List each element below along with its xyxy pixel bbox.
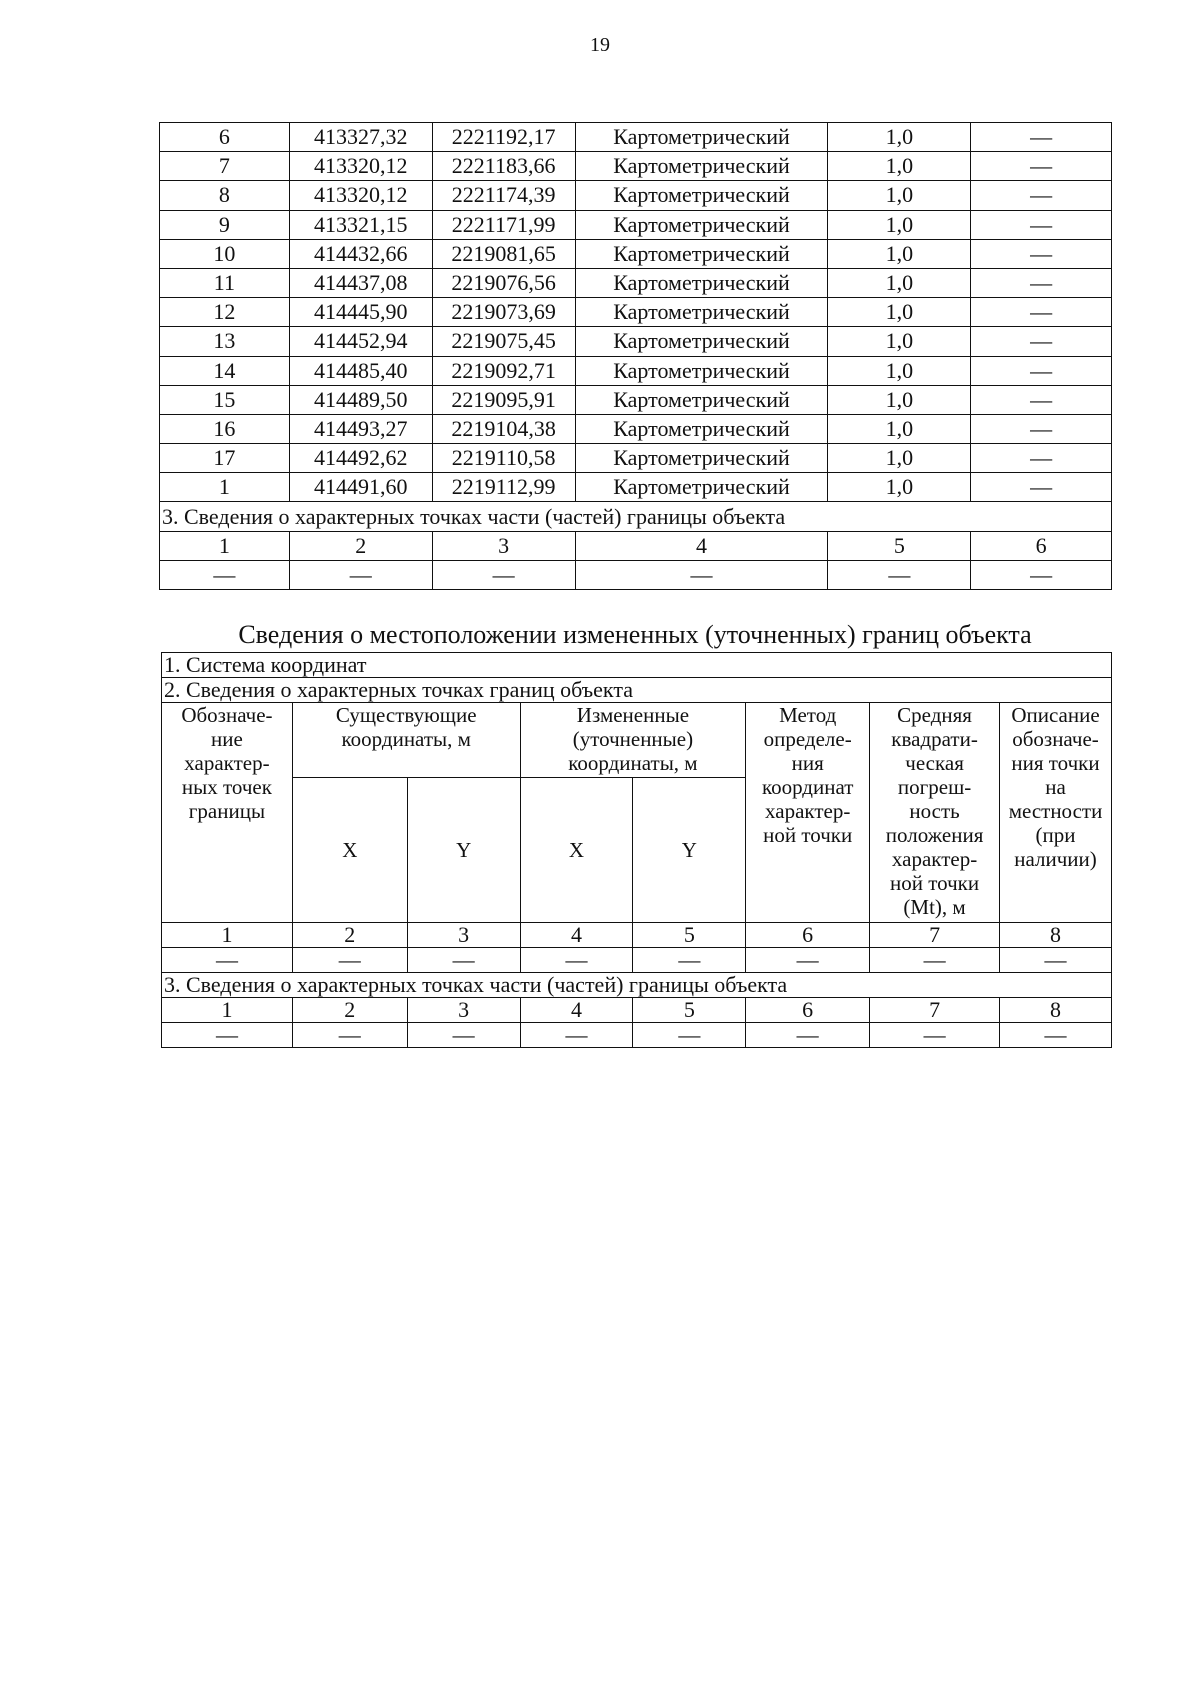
column-number-cell: 8 xyxy=(1000,923,1112,948)
x-coordinate-cell: 414485,40 xyxy=(289,356,432,385)
dash-cell: — xyxy=(407,948,520,973)
column-number-cell: 3 xyxy=(407,998,520,1023)
table-row xyxy=(160,268,1112,297)
dash-cell: — xyxy=(828,560,971,589)
error-cell: 1,0 xyxy=(828,123,971,152)
method-cell: Картометрический xyxy=(575,210,828,239)
table1-body xyxy=(160,123,1112,590)
error-cell: 1,0 xyxy=(828,268,971,297)
method-cell: Картометрический xyxy=(575,181,828,210)
header-changed-coordinates xyxy=(520,703,746,778)
y-coordinate-cell: 2219104,38 xyxy=(432,414,575,443)
dash-cell: — xyxy=(520,1023,633,1048)
table-row xyxy=(160,123,1112,152)
column-number-cell: 4 xyxy=(575,531,828,560)
x-coordinate-cell: 414445,90 xyxy=(289,298,432,327)
description-cell: — xyxy=(971,444,1112,473)
header-designation-text: Обозначе- ние характер- ных точек границы xyxy=(181,703,273,823)
column-numbers-row xyxy=(162,923,1112,948)
method-cell: Картометрический xyxy=(575,123,828,152)
header-description xyxy=(1000,703,1112,923)
method-cell: Картометрический xyxy=(575,298,828,327)
part-column-numbers-row xyxy=(162,998,1112,1023)
column-number-cell: 8 xyxy=(1000,998,1112,1023)
point-number-cell: 15 xyxy=(160,385,290,414)
point-number-cell: 13 xyxy=(160,327,290,356)
error-cell: 1,0 xyxy=(828,356,971,385)
empty-data-row xyxy=(162,948,1112,973)
y-coordinate-cell: 2219092,71 xyxy=(432,356,575,385)
table-row xyxy=(160,473,1112,502)
table-row xyxy=(160,414,1112,443)
changed-boundaries-table xyxy=(161,652,1112,1048)
method-cell: Картометрический xyxy=(575,385,828,414)
y-coordinate-cell: 2219112,99 xyxy=(432,473,575,502)
page-number: 19 xyxy=(590,34,610,56)
table-row xyxy=(160,181,1112,210)
column-number-cell: 6 xyxy=(746,998,870,1023)
table-row xyxy=(160,152,1112,181)
description-cell: — xyxy=(971,414,1112,443)
y-coordinate-cell: 2221192,17 xyxy=(432,123,575,152)
dash-cell: — xyxy=(575,560,828,589)
x-coordinate-cell: 414437,08 xyxy=(289,268,432,297)
error-cell: 1,0 xyxy=(828,473,971,502)
description-cell: — xyxy=(971,327,1112,356)
column-number-cell: 7 xyxy=(870,923,1000,948)
header-description-text: Описание обозначе- ния точки на местности (при наличии) xyxy=(1008,703,1103,871)
description-cell: — xyxy=(971,473,1112,502)
error-cell: 1,0 xyxy=(828,444,971,473)
y-coordinate-cell: 2219110,58 xyxy=(432,444,575,473)
header-method xyxy=(746,703,870,923)
section-title: Сведения о местоположении измененных (уточненных) границ объекта xyxy=(238,620,1032,649)
dash-cell: — xyxy=(1000,1023,1112,1048)
header-changed-y: Y xyxy=(633,778,746,923)
error-cell: 1,0 xyxy=(828,298,971,327)
point-number-cell: 14 xyxy=(160,356,290,385)
dash-cell: — xyxy=(162,948,293,973)
point-number-cell: 8 xyxy=(160,181,290,210)
table-row xyxy=(160,298,1112,327)
error-cell: 1,0 xyxy=(828,152,971,181)
description-cell: — xyxy=(971,210,1112,239)
column-number-cell: 2 xyxy=(292,923,407,948)
column-number-cell: 6 xyxy=(746,923,870,948)
x-coordinate-cell: 413321,15 xyxy=(289,210,432,239)
point-number-cell: 10 xyxy=(160,239,290,268)
description-cell: — xyxy=(971,123,1112,152)
point-number-cell: 16 xyxy=(160,414,290,443)
header-existing-x: X xyxy=(292,778,407,923)
dash-cell: — xyxy=(633,1023,746,1048)
y-coordinate-cell: 2221183,66 xyxy=(432,152,575,181)
x-coordinate-cell: 414492,62 xyxy=(289,444,432,473)
dash-cell: — xyxy=(870,1023,1000,1048)
method-cell: Картометрический xyxy=(575,473,828,502)
y-coordinate-cell: 2219095,91 xyxy=(432,385,575,414)
dash-cell: — xyxy=(292,1023,407,1048)
method-cell: Картометрический xyxy=(575,239,828,268)
table-row xyxy=(160,327,1112,356)
description-cell: — xyxy=(971,152,1112,181)
dash-cell: — xyxy=(971,560,1112,589)
column-number-cell: 5 xyxy=(633,998,746,1023)
column-number-cell: 1 xyxy=(162,923,293,948)
column-number-cell: 4 xyxy=(520,998,633,1023)
column-number-cell: 1 xyxy=(160,531,290,560)
y-coordinate-cell: 2219073,69 xyxy=(432,298,575,327)
table-row xyxy=(160,210,1112,239)
part-boundary-points-row: 3. Сведения о характерных точках части (частей) границы объекта xyxy=(162,973,1112,998)
method-cell: Картометрический xyxy=(575,444,828,473)
coordinate-system-row: 1. Система координат xyxy=(162,653,1112,678)
x-coordinate-cell: 414452,94 xyxy=(289,327,432,356)
method-cell: Картометрический xyxy=(575,414,828,443)
header-designation xyxy=(162,703,293,923)
y-coordinate-cell: 2221174,39 xyxy=(432,181,575,210)
column-number-cell: 3 xyxy=(407,923,520,948)
dash-cell: — xyxy=(520,948,633,973)
x-coordinate-cell: 414432,66 xyxy=(289,239,432,268)
column-number-cell: 2 xyxy=(289,531,432,560)
point-number-cell: 7 xyxy=(160,152,290,181)
point-number-cell: 1 xyxy=(160,473,290,502)
description-cell: — xyxy=(971,181,1112,210)
y-coordinate-cell: 2219076,56 xyxy=(432,268,575,297)
column-number-cell: 6 xyxy=(971,531,1112,560)
column-number-cell: 5 xyxy=(828,531,971,560)
table-row xyxy=(160,239,1112,268)
column-number-cell: 5 xyxy=(633,923,746,948)
description-cell: — xyxy=(971,268,1112,297)
column-number-cell: 2 xyxy=(292,998,407,1023)
header-method-text: Метод определе- ния координат характер- ной точки xyxy=(761,703,854,847)
method-cell: Картометрический xyxy=(575,356,828,385)
table-row xyxy=(160,444,1112,473)
dash-cell: — xyxy=(432,560,575,589)
dash-cell: — xyxy=(746,1023,870,1048)
column-number-cell: 1 xyxy=(162,998,293,1023)
x-coordinate-cell: 414489,50 xyxy=(289,385,432,414)
error-cell: 1,0 xyxy=(828,385,971,414)
section3-numbers-row xyxy=(160,531,1112,560)
x-coordinate-cell: 413327,32 xyxy=(289,123,432,152)
header-changed-text: Измененные (уточненные) координаты, м xyxy=(568,703,698,775)
description-cell: — xyxy=(971,356,1112,385)
header-changed-x: X xyxy=(520,778,633,923)
y-coordinate-cell: 2219075,45 xyxy=(432,327,575,356)
description-cell: — xyxy=(971,239,1112,268)
boundary-points-row: 2. Сведения о характерных точках границ объекта xyxy=(162,678,1112,703)
method-cell: Картометрический xyxy=(575,152,828,181)
error-cell: 1,0 xyxy=(828,327,971,356)
dash-cell: — xyxy=(289,560,432,589)
x-coordinate-cell: 414491,60 xyxy=(289,473,432,502)
dash-cell: — xyxy=(162,1023,293,1048)
table-row xyxy=(160,385,1112,414)
column-number-cell: 4 xyxy=(520,923,633,948)
header-existing-text: Существующие координаты, м xyxy=(335,703,477,751)
section3-row xyxy=(160,502,1112,531)
header-error-text: Средняя квадрати- ческая погреш- ность положения характер- ной точки (Mt), м xyxy=(885,703,984,919)
section3-title: 3. Сведения о характерных точках части (частей) границы объекта xyxy=(160,502,1112,531)
description-cell: — xyxy=(971,298,1112,327)
point-number-cell: 6 xyxy=(160,123,290,152)
dash-cell: — xyxy=(633,948,746,973)
header-error xyxy=(870,703,1000,923)
description-cell: — xyxy=(971,385,1112,414)
section3-dashes-row xyxy=(160,560,1112,589)
point-number-cell: 11 xyxy=(160,268,290,297)
part-empty-data-row xyxy=(162,1023,1112,1048)
point-number-cell: 17 xyxy=(160,444,290,473)
x-coordinate-cell: 414493,27 xyxy=(289,414,432,443)
header-existing-y: Y xyxy=(407,778,520,923)
error-cell: 1,0 xyxy=(828,181,971,210)
y-coordinate-cell: 2221171,99 xyxy=(432,210,575,239)
dash-cell: — xyxy=(870,948,1000,973)
header-existing-coordinates xyxy=(292,703,520,778)
method-cell: Картометрический xyxy=(575,268,828,297)
method-cell: Картометрический xyxy=(575,327,828,356)
table-row xyxy=(160,356,1112,385)
dash-cell: — xyxy=(407,1023,520,1048)
point-number-cell: 9 xyxy=(160,210,290,239)
x-coordinate-cell: 413320,12 xyxy=(289,181,432,210)
dash-cell: — xyxy=(746,948,870,973)
error-cell: 1,0 xyxy=(828,239,971,268)
x-coordinate-cell: 413320,12 xyxy=(289,152,432,181)
y-coordinate-cell: 2219081,65 xyxy=(432,239,575,268)
error-cell: 1,0 xyxy=(828,414,971,443)
dash-cell: — xyxy=(1000,948,1112,973)
dash-cell: — xyxy=(292,948,407,973)
boundary-points-table xyxy=(159,122,1112,590)
point-number-cell: 12 xyxy=(160,298,290,327)
column-number-cell: 7 xyxy=(870,998,1000,1023)
dash-cell: — xyxy=(160,560,290,589)
error-cell: 1,0 xyxy=(828,210,971,239)
column-number-cell: 3 xyxy=(432,531,575,560)
